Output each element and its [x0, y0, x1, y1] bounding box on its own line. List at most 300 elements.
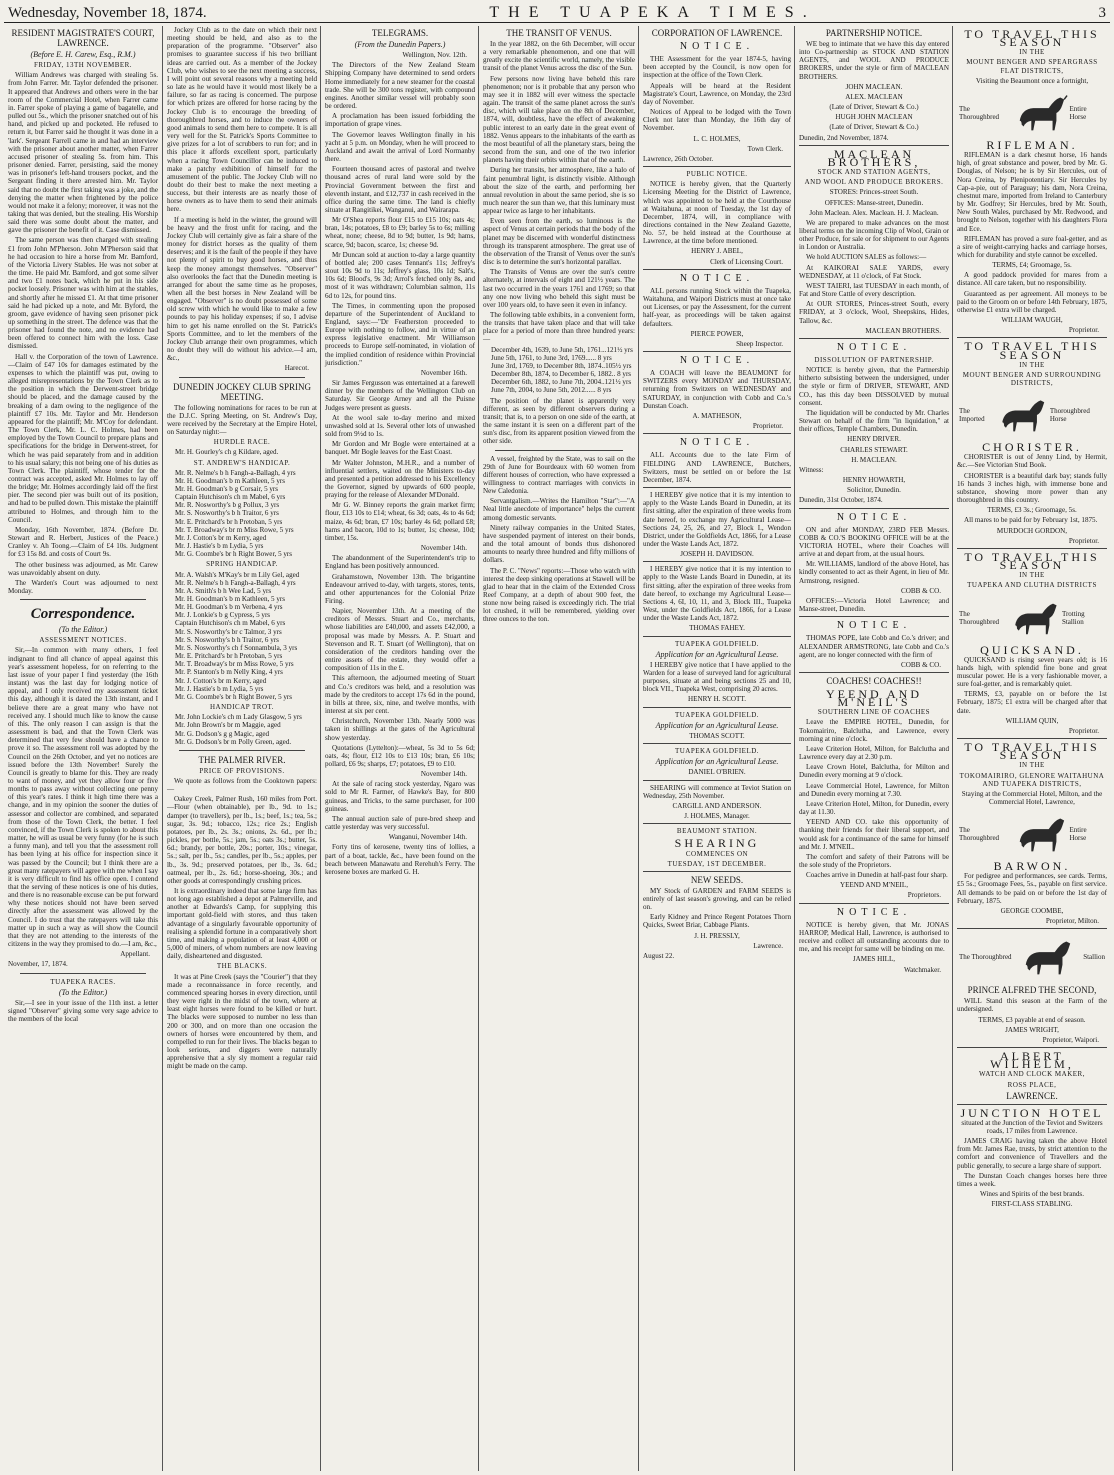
notice-signature-title: Watchmaker.: [903, 965, 941, 974]
article-paragraph: It was at Pine Creek (says the "Courier") that they made a reconnaissance in force recently, and commenced spearing horses in every direction, until they were right in the midst of the town, where at least eight horses were found to be killed or hurt. The blacks were supposed to number no less than 200 or 300, and on more than one occasion the owners of horses were encountered by them, and compelled to run for their lives. The blacks began to look serious, and diggers were naturally apprehensive that a sly sly moment a regular raid might be made on the camp.: [167, 972, 317, 1071]
travel-heading: TO TRAVEL THIS SEASON: [964, 549, 1100, 573]
article-paragraph: Monday, 16th November, 1874. (Before Dr. Stewart and R. Herbert, Justices of the Peace.) Cranley v. Ah Toong.—Claim of £4 10s. Judgment for £3 15s 8d. and costs of Court 9s.: [8, 525, 158, 559]
notice-signature: L. C. HOLMES,: [693, 134, 741, 143]
article-paragraph: Ninety railway companies in the United States, have suspended payment of interest on their bonds, and the total amount of bonds thus dishonored amounts to nearly three hundred and fifty millions of dollars.: [483, 523, 635, 565]
races-heading: TUAPEKA RACES.: [50, 977, 116, 986]
notice-paragraph: Guaranteed as per agreement. All moneys to be paid to the Groom on or before 14th February, 1875, otherwise £1 extra will be charged.: [957, 289, 1107, 314]
seeds-heading: NEW SEEDS.: [690, 874, 744, 885]
notice-heading: NOTICE.: [836, 511, 912, 523]
issue-date: Wednesday, November 18, 1874.: [8, 4, 207, 21]
nomination-item: Mr. J. Lonkie's b g Cypress, 5 yrs: [175, 611, 271, 620]
article-paragraph: Oakey Creek, Palmer Rush, 160 miles from Port.—Flour (when obtainable), per lb., 9d. to 1s.; damper (to travellers), per lb., 1s.; beef, 1s.; tea, 5s.; sugar, 3s. 9d.; tobacco, 12s.; rice 2s.; English potatoes, per lb., 2s. 3s.; onions, 2s. 6d., per lb.; pickles, per bottle, 5s.; jam, 5s.; oats 3s.; butter, 5s. 6d.; brandy, per bottle, 20s.; porter, 10s.; vinegar, 5s.; salt, per lb., 5s.; candles, per lb., 5s.; apples, per lb., 3s. 9d.; preserved potatoes, per lb., 3s. 6d.; oatmeal, per lb., 2s. 6d.; horse-shoeing, 30s.; and other goods at correspondingly crushing prices.: [167, 795, 317, 885]
article-paragraph: Few persons now living have beheld this rare phenomenon; nor is it probable that any person who may see it in 1882 will ever witness the spectacle again. The transit of the same planet across the sun's disc, which will take place on the 8th of December, 1874, will, doubtless, have the effect of awakening public interest to an early date in the great event of 1882. Venus appears to the inhabitants of the earth as the most beautiful of all the planetary stars, being the second from the sun, and one of the two inferior planets having their orbits within that of the earth.: [483, 74, 635, 165]
divider: [643, 166, 791, 167]
notice-signature: WILLIAM QUIN,: [1005, 716, 1059, 725]
notice-paragraph: RIFLEMAN is a dark chesnut horse, 16 hands high, of great substance and power, bred by Mr. G. Douglas, of Nelson; he is by Sir Hercules, out of Nora Creina, by Plenipotentiary. Sir Hercules by Cap-a-pie, out of Paraguay; his dam, Nora Creina, chestnut mare, imported from Ireland to Canterbury by Mr. Godfrey; Sir Hercules, bred by Mr. South, New South Wales, purchased by Mr. Redwood, and brought to Nelson, together with his daughters Flora and Ece.: [957, 151, 1107, 233]
horse-name: RIFLEMAN.: [986, 137, 1078, 152]
travel-sub: IN THE: [1019, 360, 1045, 369]
notice-heading: NOTICE.: [836, 341, 912, 353]
horse-name: CHORISTER.: [982, 440, 1082, 455]
notice-signature: (Late of Driver, Stewart & Co.): [829, 103, 919, 112]
maclean-offices: OFFICES: Manse-street, Dunedin.: [824, 198, 924, 207]
notice-heading: NOTICE.: [679, 355, 755, 366]
races-sub: (To the Editor.): [58, 987, 108, 997]
horse-name: QUICKSAND.: [980, 642, 1084, 657]
notice-signature: HENRY J. ABEL,: [691, 247, 743, 256]
shearing-date: TUESDAY, 1ST DECEMBER.: [667, 859, 767, 868]
telegram-paragraph: At the wool sale to-day merino and mixed unwashed sold at 1s. Several other lots of unwashed sold from 9½d to 1s.: [325, 413, 475, 439]
divider: [957, 1047, 1107, 1048]
maclean-heading: MACLEAN BROTHERS,: [827, 146, 921, 169]
telegram-paragraph: Mr Walter Johnston, M.H.R., and a number of influential settlers, waited on the Ministers to-day and presented a petition addressed to his Excellency the Governor, signed by upwards of 600 people, praying for the release of Alexander M'Donald.: [325, 458, 475, 500]
maclean-sub: STOCK AND STATION AGENTS,: [817, 168, 931, 177]
coaches-heading: COACHES! COACHES!!: [826, 676, 922, 686]
transit-row: June 7th, 2004, to June 5th, 2012...... 8 yrs: [491, 386, 612, 395]
horse-illustration-block: [959, 596, 1105, 640]
travel-note: Staying at the Commercial Hotel, Milton, and the Commercial Hotel, Lawrence,: [961, 789, 1103, 806]
notice-paragraph: SHEARING will commence at Teviot Station on Wednesday, 25th November.: [643, 783, 791, 800]
horse-name: BARWON.: [993, 859, 1071, 874]
divider: [799, 672, 949, 673]
horse-icon: [995, 393, 1050, 437]
notice-paragraph: The Dunstan Coach changes horses here three times a week.: [957, 1171, 1107, 1188]
shearing-heading: SHEARING: [674, 836, 760, 851]
article-paragraph: The same person was then charged with stealing £1 from John M'Pherson. John M'Pherson said that he had occasion to hire a horse from Mr. Bamford, of the Victoria Livery Stables. He was not sober at the time. He paid Mr. Bamford, and got some silver and two £1 notes back, which he put in his side pocket loosely. Prisoner was with him at the stables, and shortly after he missed £1. At that time prisoner said he had picked up a note, and Mr. Byford, the groom, gave evidence of having seen prisoner pick up something in the street. The defence was that the prisoner had found the note, and no evidence had been offered to connect him with the loss. Case dismissed.: [8, 236, 158, 351]
notice-heading: NOTICE.: [679, 41, 755, 52]
telegram-paragraph: The Times, in commenting upon the proposed departure of the Superintendent of Auckland to England, says:—"Dr Featherston proceeded to Europe with nothing to follow, and in virtue of an express legislative enactment. Mr Williamson proceeds to Europe self-nominated, in violation of the implied condition of residence within Provincial jurisdiction.": [325, 301, 475, 367]
horse-label-left: The Thoroughbred: [959, 609, 1000, 626]
nomination-item: Mr. J. Hastie's b m Lydia, 5 yrs: [175, 684, 264, 693]
nomination-item: Mr. H. Gourley's ch g Kildare, aged.: [175, 448, 279, 457]
shearing-sub: COMMENCES ON: [685, 849, 749, 858]
notice-signature: MACLEAN BROTHERS.: [865, 326, 941, 335]
transit-row: December 8th, 1874, to December 6, 1882.. 8 yrs: [491, 370, 632, 379]
transit-row: December 6th, 1882, to June 7th, 2004..121½ yrs: [491, 378, 632, 387]
notice-signature: H. MACLEAN.: [851, 455, 897, 464]
telegrams-heading: TELEGRAMS.: [371, 28, 429, 38]
columns: [4, 26, 1110, 1471]
article-paragraph: The following nominations for races to be run at the D.J.C. Spring Meeting, on St. Andrew's Day, were received by the Secretary at the Empire Hotel, on Saturday night:—: [167, 403, 317, 437]
nomination-list: [175, 448, 317, 456]
notice-paragraph: JAMES CRAIG having taken the above Hotel from Mr. James Rae, trusts, by strict attention to the comfort and convenience of Travellers and the public generally, to secure a large share of support.: [957, 1137, 1107, 1170]
nomination-list: [175, 571, 317, 702]
column-7: [952, 26, 1111, 1471]
dissolution-heading: DISSOLUTION OF PARTNERSHIP.: [814, 356, 934, 364]
telegram-paragraph: Fourteen thousand acres of pastoral and twelve thousand acres of rural land were sold by the Provincial Government between the first and eleventh instant, and £12,737 in cash received in the office during the same time. The land is chiefly situate at Rangitikei, Wanganui, and Wairarapa.: [325, 165, 475, 214]
court-subheading: (Before E. H. Carew, Esq., R.M.): [30, 50, 136, 59]
nomination-item: Mr. E. Pritchard's br h Pretoban, 5 yrs: [175, 517, 283, 526]
nomination-item: Mr. S. Nosworthy's br c Talmor, 3 yrs: [175, 627, 282, 636]
horse-icon: [1018, 935, 1076, 979]
divider: [643, 823, 791, 824]
travel-heading: TO TRAVEL THIS SEASON: [964, 339, 1100, 362]
corp-heading: CORPORATION OF LAWRENCE.: [651, 28, 783, 38]
article-paragraph: A vessel, freighted by the State, was to sail on the 29th of June for Bourdeaux with 60 women from different houses of correction, who have expressed a willingness to contract marriages with convicts in New Caledonia.: [483, 454, 635, 496]
terms: TERMS, £3 3s.; Groomage, 5s.: [987, 506, 1077, 515]
notice-paragraph: QUICKSAND is rising seven years old; is 16 hands high, with splendid fine bone and great muscular power. He is a very fashionable mover, a sure foal-getter, and is remarkably quiet.: [957, 655, 1107, 689]
nomination-item: Mr. John Lockie's ch m Lady Glasgow, 5 yrs: [175, 713, 302, 722]
divider: [643, 707, 791, 708]
venus-heading: THE TRANSIT OF VENUS.: [506, 28, 612, 38]
notice-date: Dunedin, 2nd November, 1874.: [799, 133, 889, 142]
notice-paragraph: I HEREBY give notice that I have applied to the Warden for a lease of surveyed land for agricultural purposes, situate at and being sections 25 and 10, block VII., Tuapeka West, comprising 20 acres.: [643, 660, 791, 694]
nomination-item: Mr. J. Cotton's br m Kerry, aged: [175, 533, 267, 542]
horse-illustration-block: [959, 91, 1105, 135]
station-heading: BEAUMONT STATION.: [676, 827, 758, 836]
article-paragraph: The Transits of Venus are over the sun's centre alternately, at intervals of eight and 121½ years. The last two occurred in the years 1761 and 1769; so that any one now living who beheld this sight must be over 100 years old, to have seen it even in infancy.: [483, 268, 635, 309]
notice-paragraph: A good paddock provided for mares from a distance. All care taken, but no responsibility.: [957, 271, 1107, 288]
nomination-item: Mr. S. Nosworthy's b h Traitor, 6 yrs: [175, 509, 279, 518]
notice-paragraph: THOMAS POPE, late Cobb and Co.'s driver; and ALEXANDER ARMSTRONG, late Cobb and Co.'s agent, are no longer connected with the firm of: [799, 634, 949, 659]
letter-paragraph: If a meeting is held in the winter, the ground will be heavy and the frost unfit for racing, and the Jockey Club will certainly give as fair a share of the money for district horses as the quality of them deserves; and it is the fault of the people if they have not plenty of spirit to buy good horses, and thus keep the money amongst themselves. "Observer" also overlooks the fact that the Dunedin meeting is arranged for about the same time as he proposes, when all the best horses in New Zealand will be engaged. "Observer" is no doubt possessed of some old screw with which he would like to make a few pounds to pay his holiday expenses; if so, I advise him to get his name enrolled on the St. Patrick's Sports Committee, and to let the members of the Jockey Club arrange their own programmes, which no doubt they will do without his advice.—I am, &c.,: [167, 215, 317, 363]
telegram-paragraph: Mr O'Shea reports flour £15 to £15 10s; oats 4s; bran, 14s; potatoes, £8 to £9; barley 5s to 6s; milling wheat, none; cheese, 8d to 9d; butter, 1s 9d; hams, scarce, 9d; bacon, scarce, 1s; cheese 9d.: [325, 216, 475, 249]
telegram-paragraph: Mr Gordon and Mr Bogle were entertained at a banquet. Mr Bogle leaves for the East Coast.: [325, 440, 475, 457]
race-title: HANDICAP TROT.: [209, 703, 275, 712]
transit-row: June 5th, 1761, to June 3rd, 1769...... 8 yrs: [491, 353, 612, 362]
divider: [20, 599, 146, 600]
divider: [799, 145, 949, 146]
telegram-paragraph: A proclamation has been issued forbidding the importation of grape vines.: [325, 112, 475, 129]
notice-paragraph: I HEREBY give notice that it is my intention to apply to the Waste Lands Board in Dunedin, at its first sitting, after the expiration of three weeks from date hereof, to exchange my Agricultural Lease—Sections 4, 6I, 10, 11, and 3, Block III., Tuapeka West, under the Goldfields Act, 1866, for a Lease under the Waste Lands Act, 1872.: [643, 565, 791, 623]
article-paragraph: The following table exhibits, in a convenient form, the transits that have taken place and that will take place for a period of more than three hundred years:—: [483, 311, 635, 344]
notice-signature: J. HOLMES, Manager.: [684, 812, 750, 821]
dateline: Wellington, Nov. 12th.: [402, 51, 467, 60]
telegram-paragraph: The Directors of the New Zealand Steam Shipping Company have determined to send orders Home immediately for a new steamer for the coastal trade. She will be 300 tons register, with compound engines. Another similar vessel will probably soon be ordered.: [325, 61, 475, 111]
notice-paragraph: THE Assessment for the year 1874-5, having been accepted by the Council, is now open for inspection at the office of the Town Clerk.: [643, 55, 791, 80]
nomination-item: Mr. H. Goodman's b g Corsair, 5 yrs: [175, 484, 279, 493]
article-paragraph: William Andrews was charged with stealing 5s. from John Farrer. Mr. Taylor defended the prisoner. It appeared that Andrews and others were in the bar room of the Commercial Hotel, when Farrer came in. Farrer spoke of playing a game of bagatelle, and pulled out 5s., which the prisoner snatched out of his hand, and picked up and pocketed. He refused to return it, but Farrer said he thought it was done in a 'lark'. Sergeant Farrell came in and had an interview with the prisoner about another matter, when Farrer accused prisoner of stealing 5s. from him. This prisoner denied. Farrer, persisting, said the money was in prisoner's left-hand trousers pocket, and the Sergeant finding it there arrested him. Mr. Taylor said that no doubt the first taking was a joke, and the denying the matter when frightened by the police would not make it a felony; moreover, it was not the taking that was denied, but the stealing. His Worship said there was some doubt about the matter, and gave the prisoner the benefit of it. Case dismissed.: [8, 71, 158, 235]
notice-paragraph: WE beg to intimate that we have this day entered into Co-partnership as STOCK AND STATION AGENTS, and WOOL AND PRODUCE BROKERS, under the style or firm of MACLEAN BROTHERS.: [799, 40, 949, 81]
notice-signature: THOMAS SCOTT.: [689, 731, 745, 740]
notice-paragraph: At OUR STORES, Princes-street South, every FRIDAY, at 3 o'clock, Wool, Sheepskins, Hides, Tallow, &c.: [799, 300, 949, 325]
notice-paragraph: NOTICE is hereby given, that Mr. JONAS HARROP, Medical Hall, Lawrence, is authorised to receive and collect all outstanding accounts due to me, and his receipt for same will be binding on me.: [799, 920, 949, 954]
nomination-item: Captain Hutchison's ch m Mabel, 6 yrs: [175, 493, 286, 502]
notice-signature: JAMES HILL,: [852, 955, 896, 964]
notice-signature-title: Lawrence.: [753, 941, 783, 950]
notice-paragraph: ON and after MONDAY, 23RD FEB Messrs. COBB & CO.'S BOOKING OFFICE will be at the VICTORIA HOTEL, where their Coaches will arrive at and depart from, at the usual hours.: [799, 525, 949, 559]
travel-district: TUAPEKA AND CLUTHA DISTRICTS: [967, 581, 1097, 590]
transit-row: December 4th, 1639, to June 5th, 1761...121½ yrs: [491, 345, 633, 354]
telegram-paragraph: Forty tins of kerosene, twenty tins of lollies, a part of a boat, tackle, &c., have been found on the beach between Manawatu and Rerehuh's Ferry. The kerosene boxes are marked G. H.: [325, 843, 475, 876]
nomination-item: Mr. H. Goodman's b m Verbena, 4 yrs: [175, 603, 283, 612]
page-number: 3: [1098, 4, 1106, 21]
notice-paragraph: Early Kidney and Prince Regent Potatoes Thorn Quicks, Sweet Briar, Cabbage Plants.: [643, 913, 791, 930]
goldfield-sub: Application for an Agricultural Lease.: [655, 757, 779, 767]
article-paragraph: Even seen from the earth, so luminous is the aspect of Venus at certain periods that the body of the planet may be discerned with wonderful distinctness through its transparent atmosphere. The great use of the observation of the Transit of Venus over the sun's disc is to determine the sun's horizontal parallax.: [483, 217, 635, 267]
divider: [799, 338, 949, 339]
nomination-item: Mr. R. Nosworthy's b g Pollux, 3 yrs: [175, 501, 280, 510]
blacks-heading: THE BLACKS.: [216, 962, 268, 971]
partnership-heading: PARTNERSHIP NOTICE.: [825, 28, 923, 38]
travel-sub: IN THE: [1019, 761, 1045, 770]
court-day: FRIDAY, 13TH NOVEMBER.: [33, 61, 133, 70]
notice-paragraph: Coaches arrive in Dunedin at half-past four sharp.: [806, 871, 948, 880]
column-5: [638, 26, 795, 1471]
horse-label-right: Stallion: [1083, 953, 1105, 962]
divider: [799, 903, 949, 904]
goldfield-heading: TUAPEKA GOLDFIELD.: [674, 639, 760, 648]
horse-label-right: Thoroughbred Horse: [1049, 407, 1090, 424]
notice-heading: NOTICE.: [679, 272, 755, 284]
telegram-paragraph: Mr G. W. Binney reports the grain market firm; flour, £13 10s to £14; wheat, 6s 3d; oats, 4s to 4s 6d; maize, 4s 6d; bran, £7 10s; barley 4s 6d; pollard £8; hams and bacon, 10d to 1s; butter, 1s; cheese, 10d; timber, 15s.: [325, 501, 475, 542]
nomination-list: [175, 469, 317, 559]
coach-line: SOUTHERN LINE OF COACHES: [817, 708, 931, 717]
notice-paragraph: All mares to be paid for by February 1st, 1875.: [964, 516, 1098, 525]
notice-signature: DANIEL O'BRIEN.: [688, 768, 746, 777]
article-paragraph: The other business was adjourned, as Mr. Carew was unavoidably absent on duty.: [8, 560, 158, 577]
travel-sub: IN THE: [1019, 571, 1045, 580]
letter-date: November, 17, 1874.: [8, 960, 68, 969]
notice-paragraph: Leave Commercial Hotel, Lawrence, for Milton and Dunedin every morning at 7.30.: [799, 781, 949, 798]
nomination-item: Mr. G. Coombe's br h Right Bower, 5 yrs: [175, 550, 293, 559]
telegram-paragraph: Sir James Fergusson was entertained at a farewell dinner by the members of the Wellington Club on Saturday. Sir George Arney and all the Puisne Judges were present as guests.: [325, 379, 475, 412]
djc-heading: DUNEDIN JOCKEY CLUB SPRING MEETING.: [173, 381, 311, 402]
notice-signature-title: Proprietor, Waipori.: [1042, 1035, 1099, 1044]
notice-date: August 22.: [643, 951, 675, 960]
divider: [957, 548, 1107, 549]
goldfield-heading: TUAPEKA GOLDFIELD.: [674, 710, 760, 719]
notice-paragraph: ALL persons running Stock within the Tuapeka, Waitahuna, and Waipori Districts must at once take out Licenses, or pay the Assessment, for the current half-year, as proceedings will be taken against defaulters.: [643, 286, 791, 328]
article-paragraph: Hall v. the Corporation of the town of Lawrence.—Claim of £47 10s for damages estimated by the expenses to which the plaintiff was put, owing to alleged misrepresentations by the Town Clerk as to the position in which the Derwent-street bridge should be placed, and the damage caused by the breaking of a dam owing to the negligence of the plaintiff £7 10s. Mr. Taylor and Mr. Henderson appeared for the plaintiff; Mr. M'Coy for defendant. The Town Clerk, Mr. L. C. Holmes, had been employed by the Town Council to prepare plans and specifications for the bridge in Derwent-street, for which he was paid separately from and in addition to his usual salary; this not being one of his duties as Town Clerk. The plaintiff, whose tender for the contract was accepted, asked Mr. Holmes to lay off the bridge; Mr. Holmes accordingly laid off the first pier. The second pier was built out of its position, and had to be pulled down. This mistake the plaintiff attributed to Holmes, and through him to the Council.: [8, 352, 158, 524]
telegram-paragraph: The abandonment of the Superintendent's trip to England has been positively announced.: [325, 554, 475, 571]
notice-paragraph: We are prepared to make advances on the most liberal terms on the incoming Clip of Wool, Grain or other Produce, for sale or for shipment to our Agents in London or Australia.: [799, 218, 949, 252]
notice-paragraph: Notices of Appeal to be lodged with the Town Clerk not later than Monday, the 16th day of November.: [643, 108, 791, 133]
column-2: [162, 26, 321, 1471]
article-paragraph: It is extraordinary indeed that some large firm has not long ago established a depot at Palmerville, and another at Edwards's Camp, for supplying this important gold-field with stores, and thus taken advantage of a singularly favourable opportunity of realising a splendid fortune in a comparatively short time, and making a population of at least 4,000 or 5,000 of miners, of whom numbers are now leaving daily, disheartened and disgusted.: [167, 887, 317, 961]
divider: [643, 871, 791, 872]
divider: [643, 433, 791, 434]
telegram-paragraph: At the sale of racing stock yesterday, Ngaro was sold to Mr R. Farmer, of Hawke's Bay, for 800 guineas, and Tricks, to the same purchaser, for 100 guineas.: [325, 780, 475, 813]
horse-illustration-block: [959, 812, 1105, 856]
race-title: ST. ANDREW'S HANDICAP.: [193, 458, 291, 467]
watchmaker-sub: WATCH AND CLOCK MAKER,: [979, 1070, 1085, 1079]
notice-date: Dunedin, 31st October, 1874.: [799, 496, 883, 505]
telegram-paragraph: The Governor leaves Wellington finally in his yacht at 5 p.m. on Monday, when he will proceed to Auckland and await the arrival of Lord Normanby there.: [325, 130, 475, 164]
maclean-names: John Maclean. Alex. Maclean. H. J. Maclean.: [809, 208, 939, 217]
notice-signature: JAMES WRIGHT,: [1005, 1025, 1059, 1034]
notice-paragraph: I HEREBY give notice that it is my intention to apply to the Waste Lands Board in Dunedin, at its first sitting, after the expiration of three weeks from date hereof, to exchange my Agricultural Lease—Sections 24, 25, 26, and 27, Block I., Wendon District, under the Goldfields Act, 1866, for a Lease under the Waste Lands Act, 1872.: [643, 491, 791, 548]
divider: [643, 780, 791, 781]
notice-paragraph: We hold AUCTION SALES as follows:—: [806, 253, 927, 262]
nomination-item: Mr. G. Dodson's br m Polly Green, aged.: [175, 737, 292, 746]
telegram-paragraph: This afternoon, the adjourned meeting of Stuart and Co.'s creditors was held, and a resolution was made by the creditors to accept 17s 6d in the pound, in bills at three, six, nine, and twelve months, with interest at six per cent.: [325, 674, 475, 716]
dateline: November 14th.: [420, 544, 467, 553]
notice-paragraph: MY Stock of GARDEN and FARM SEEDS is entirely of last season's growing, and can be relied on.: [643, 886, 791, 912]
notice-paragraph: For pedigree and performances, see cards. Terms, £5 5s.; Groomage Fees, 5s., payable on first service. All demands to be paid on or before the 1st day of February, 1875.: [957, 872, 1107, 905]
court-heading: RESIDENT MAGISTRATE'S COURT, LAWRENCE.: [11, 28, 155, 48]
telegram-paragraph: Napier, November 13th. At a meeting of the creditors of Messrs. Stuart and Co., merchants, whose liabilities are £40,000, and assets £42,000, a proposal was made by Messrs. A. P. Stuart and Stevenson and R. T. Stuart (of Wellington), that on consideration of the creditors handing over the entire assets of the estate, they would offer a composition of 11s in the £.: [325, 607, 475, 673]
horse-name: PRINCE ALFRED THE SECOND,: [967, 985, 1097, 996]
travel-district: MOUNT BENGER AND SURROUNDING DISTRICTS,: [962, 370, 1102, 387]
maclean-stores: STORES: Princes-street South.: [829, 188, 919, 197]
dateline: November 14th.: [420, 770, 467, 779]
travel-heading: TO TRAVEL THIS SEASON: [964, 740, 1100, 763]
notice-paragraph: Mr. WILLIAMS, landlord of the above Hotel, has kindly consented to act as their Agent, in lieu of Mr. Armstrong, resigned.: [799, 560, 949, 585]
article-paragraph: Servantgalism.—Writes the Hamilton "Star":—"A Neal little anecdote of importance" helps the current among domestic servants.: [483, 497, 635, 522]
assessment-heading: ASSESSMENT NOTICES.: [39, 636, 127, 645]
divider: [495, 450, 623, 451]
nomination-item: Mr. S. Nosworthy's ch f Sonnambula, 3 yrs: [175, 643, 298, 652]
paper-title: THE TUAPEKA TIMES.: [489, 4, 816, 21]
telegrams-sub: (From the Dunedin Papers.): [354, 40, 446, 49]
notice-paragraph: Appeals will be heard at the Resident Magistrate's Court, Lawrence, on Monday, the 23rd day of November.: [643, 81, 791, 106]
nomination-item: Mr. R. Nelme's b h Fangh-a-Ballagh, 4 yrs: [175, 578, 296, 587]
notice-paragraph: Leave the EMPIRE HOTEL, Dunedin, for Tokomairiro, Balclutha, and Lawrence, every morning at nine o'clock.: [799, 718, 949, 743]
notice-signature: GEORGE COOMBE,: [1000, 906, 1064, 915]
divider: [643, 351, 791, 352]
nomination-item: Mr. E. Pritchard's br h Pretoban, 5 yrs: [175, 652, 283, 661]
travel-note: Visiting the Beaumont once a fortnight,: [975, 76, 1089, 85]
notice-signature-title: Proprietor, Milton.: [1045, 917, 1099, 926]
notice-paragraph: CHORISTER is out of Jenny Lind, by Hermit, &c.—See Victorian Stud Book.: [957, 453, 1107, 470]
article-paragraph: We quote as follows from the Cooktown papers:—: [167, 776, 317, 794]
nomination-item: Mr. J. Hastie's b m Lydia, 5 yrs: [175, 542, 264, 551]
notice-signature: (Late of Driver, Stewart & Co.): [829, 123, 919, 132]
notice-paragraph: NOTICE is hereby given, that the Partnership hitherto subsisting between the undersigned, under the style or firm of DRIVER, STEWART, AND CO., has this day been DISSOLVED by mutual consent.: [799, 366, 949, 407]
notice-paragraph: The comfort and safety of their Patrons will be the sole study of the Proprietors.: [799, 852, 949, 869]
divider: [643, 743, 791, 744]
notice-paragraph: The liquidation will be conducted by Mr. Charles Stewart on behalf of the firm "in liquidation," at their offices, Temple Chambers, Dunedin.: [799, 408, 949, 434]
dateline: November 16th.: [420, 368, 467, 377]
nomination-item: Mr. R. Nelme's b h Fangh-a-Ballagh, 4 yrs: [175, 468, 296, 477]
article-paragraph: In the year 1882, on the 6th December, will occur a very remarkable phenomenon, and one that will greatly excite the scientific world, namely, the visible transit of the planet Venus across the disc of the Sun.: [483, 40, 635, 73]
notice-paragraph: ALL Accounts due to the late Firm of FIELDING AND LAWRENCE, Butchers, Switzers, must be settled on or before the 1st December, 1874.: [643, 451, 791, 484]
notice-paragraph: WEST TAIERI, last TUESDAY in each month, of Fat and Store Cattle of every description.: [799, 281, 949, 299]
notice-signature-title: Clerk of Licensing Court.: [710, 257, 783, 266]
goldfield-heading: TUAPEKA GOLDFIELD.: [674, 747, 760, 756]
race-title: SPRING HANDICAP.: [206, 560, 278, 569]
notice-signature: JOHN MACLEAN.: [845, 82, 903, 91]
telegram-paragraph: Mr Duncan sold at auction to-day a large quantity of bottled ale; 200 cases Tennant's 11s; Jeffrey's stout 10s 9d to 11s; Jeffrey's glass, 10s 1d; Salt's, 10s 6d; Blood's, 9s 3d; Arrol's fetched only 8s, and most of it was withdrawn; Columbian salmon, 11s 6d to 12s, for pound tins.: [325, 250, 475, 300]
notice-signature-title: Proprietor.: [1068, 536, 1099, 545]
goldfield-sub: Application for an Agricultural Lease.: [655, 649, 779, 659]
article-paragraph: The position of the planet is apparently very different, as seen by different observers during a transit; that is, to a person on one side of the earth, at the same instant it is seen on a different part of the sun's disc, from its apparent position viewed from the other side.: [483, 396, 635, 446]
notice-signature: JOSEPH H. DAVIDSON.: [680, 550, 754, 559]
watchmaker-heading: ALBERT WILHELM,: [990, 1049, 1074, 1072]
notice-paragraph: NOTICE is hereby given, that the Quarterly Licensing Meeting for the District of Lawrence, which was appointed to be held at the Courthouse at Waitahuna, at noon of Tuesday, the 1st day of December, 1874, will, in compliance with directions contained in the New Zealand Gazette, No. 57, be held instead at the Courthouse at Lawrence, at the time before mentioned.: [643, 180, 791, 246]
nomination-item: Mr. P. Stanton's b m Nelly King, 4 yrs: [175, 668, 283, 677]
horse-icon: [1012, 91, 1070, 135]
notice-signature: ALEX. MACLEAN: [845, 92, 903, 101]
horse-label-left: The Imported: [959, 407, 985, 424]
divider: [643, 487, 791, 488]
notice-heading: NOTICE.: [836, 620, 912, 632]
divider: [957, 1104, 1107, 1105]
nomination-item: Mr. G. Dodson's g g Magic, aged: [175, 729, 270, 738]
watchmaker-address: ROSS PLACE,: [1007, 1080, 1057, 1089]
notice-paragraph: WILL Stand this season at the Farm of the undersigned.: [957, 997, 1107, 1014]
horse-icon: [1012, 812, 1070, 856]
notice-signature: WILLIAM WAUGH,: [1001, 316, 1063, 325]
notice-date: Lawrence, 26th October.: [643, 154, 714, 163]
article-paragraph: During her transits, her atmosphere, like a halo of faint penumbral light, is distinctly visible. Although about the size of the earth, and performing her annual revolution in about the same period, she is so much nearer the sun than we, that this luminary must appear twice as large to her inhabitants.: [483, 166, 635, 216]
divider: [799, 616, 949, 617]
nomination-item: Mr. A. Walsh's M'Kay's br m Lily Gel, aged: [175, 570, 300, 579]
letter-paragraph: Sir,—I see in your issue of the 11th inst. a letter signed "Observer" giving some very sage advice to the members of the local: [8, 998, 158, 1024]
notice-signature: COBB & CO.: [900, 586, 941, 595]
palmer-heading: THE PALMER RIVER.: [198, 754, 286, 765]
divider: [643, 636, 791, 637]
transit-row: June 3rd, 1769, to December 8th, 1874..105½ yrs: [491, 361, 632, 370]
notice-paragraph: OFFICES:—Victoria Hotel Lawrence; and Manse-street, Dunedin.: [799, 596, 949, 614]
correspondence-heading: Correspondence.: [30, 606, 136, 623]
telegram-paragraph: Quotations (Lyttelton):—wheat, 5s 3d to 5s 6d; oats, 4s; flour, £12 10s to £13 10s; bran, £6 10s; pollard, £6 9s; sharps, £7; potatoes, £9 to £10.: [325, 743, 475, 768]
coach-firm: YEEND AND M'NEIL'S: [826, 687, 922, 710]
divider: [957, 738, 1107, 739]
horse-icon: [1008, 596, 1062, 640]
horse-label-left: The Thoroughbred: [959, 826, 1000, 843]
nomination-item: Mr. H. Goodman's b m Kathleen, 5 yrs: [175, 595, 286, 603]
column-1: [4, 26, 162, 1471]
witness-name: HENRY HOWARTH,: [842, 476, 906, 485]
notice-signature: A. MATHESON,: [692, 411, 742, 420]
divider: [957, 337, 1107, 338]
notice-paragraph: TERMS, £3, payable on or before the 1st February, 1875; £1 extra will be charged after that date.: [957, 690, 1107, 715]
nomination-item: Mr. T. Broadway's br m Miss Rowe, 5 yrs: [175, 525, 294, 534]
maclean-sub: AND WOOL AND PRODUCE BROKERS.: [804, 178, 944, 187]
transit-table: [491, 346, 635, 395]
hotel-note: FIRST-CLASS STABLING.: [991, 1200, 1073, 1209]
nomination-item: Mr. H. Goodman's b m Kathleen, 5 yrs: [175, 476, 286, 485]
notice-signature: PIERCE POWER,: [690, 329, 744, 338]
column-4: [478, 26, 639, 1471]
palmer-sub: PRICE OF PROVISIONS.: [199, 766, 285, 775]
witness-title: Solicitor, Dunedin.: [847, 486, 901, 495]
notice-signature-title: Town Clerk.: [747, 144, 783, 153]
notice-heading: NOTICE.: [679, 437, 755, 449]
notice-signature: HENRY DRIVER.: [847, 435, 901, 444]
public-notice-heading: PUBLIC NOTICE.: [686, 170, 748, 179]
notice-paragraph: RIFLEMAN has proved a sure foal-getter, and as a sire of weight-carrying hacks and carriage horses, which for durability and style cannot be excelled.: [957, 234, 1107, 259]
hotel-location: situated at the Junction of the Teviot and Switzers roads, 17 miles from Lawrence.: [961, 1118, 1103, 1135]
race-title: HURDLE RACE.: [213, 438, 271, 447]
nomination-item: Mr. A. Smith's b h Wee Lad, 5 yrs: [175, 586, 272, 595]
notice-signature: HUGH JOHN MACLEAN: [835, 113, 913, 122]
notice-signature-title: Proprietors.: [907, 891, 941, 900]
notice-signature: J. H. PRESSLY,: [694, 931, 740, 940]
notice-signature-title: Sheep Inspector.: [736, 339, 783, 348]
column-6: [794, 26, 953, 1471]
notice-signature: MURDOCH GORDON,: [996, 526, 1068, 535]
notice-signature: THOMAS FAHEY.: [689, 624, 745, 633]
horse-label-right: Trotting Stallion: [1061, 609, 1085, 626]
telegram-paragraph: Christchurch, November 13th. Nearly 5000 was taken in shillings at the gates of the Agricultural show yesterday.: [325, 717, 475, 742]
travel-heading: TO TRAVEL THIS SEASON: [964, 27, 1100, 50]
masthead: [4, 4, 1110, 23]
horse-label-right: Entire Horse: [1069, 826, 1087, 843]
divider: [643, 561, 791, 562]
divider: [643, 269, 791, 270]
notice-signature: YEEND AND M'NEIL,: [839, 881, 909, 890]
correspondence-sub: (To the Editor.): [58, 625, 108, 635]
nomination-item: Mr. John Brown's br m Maggie, aged: [175, 721, 281, 730]
travel-district: MOUNT BENGER AND SPEARGRASS FLAT DISTRICTS,: [966, 58, 1098, 75]
column-3: [320, 26, 479, 1471]
hotel-heading: JUNCTION HOTEL: [960, 1105, 1104, 1120]
divider: [20, 973, 146, 974]
nomination-item: Mr. T. Broadway's br m Miss Rowe, 5 yrs: [175, 660, 294, 669]
horse-label-right: Entire Horse: [1069, 104, 1087, 121]
letter-paragraph: Jockey Club as to the date on which their next meeting should be held, and also as to the preparation of the programme. "Observer" also promises to guarantee success if his two brilliant ideas are carried out. As a member of the Jockey Club, who wishes to see the next meeting a success, I will point out several reasons why a meeting held so late as he would have it would most likely be a failure, so far as racing is concerned. The purpose for which prizes are offered for horse racing by the Jockey Club is to encourage the breeding of thoroughbred horses, and to induce the owners of good animals to send them here to compete. It is all very well for the St. Patrick's Sports Committee to give prizes for a lot of scrubbers to run for; and in this place it affords excellent sport, particularly when a racing Town Councillor can be induced to make a patchy exhibition of himself for the amusement of the public. The Jockey Club will no doubt do their best to make the next meeting a success, but their interests are as nearly those of horse owners as to have them to send their animals here.: [167, 26, 317, 214]
horse-label-left: The Thoroughbred: [959, 953, 1012, 962]
travel-sub: IN THE: [1019, 48, 1045, 57]
divider: [179, 750, 305, 751]
letter-signature: Harecot.: [284, 364, 309, 373]
notice-signature-title: Proprietor.: [752, 422, 783, 431]
notice-signature-title: Proprietor.: [1068, 326, 1099, 335]
nomination-item: Mr. S. Nosworthy's b h Traitor, 6 yrs: [175, 635, 279, 644]
letter-signature: Appellant.: [120, 950, 150, 959]
